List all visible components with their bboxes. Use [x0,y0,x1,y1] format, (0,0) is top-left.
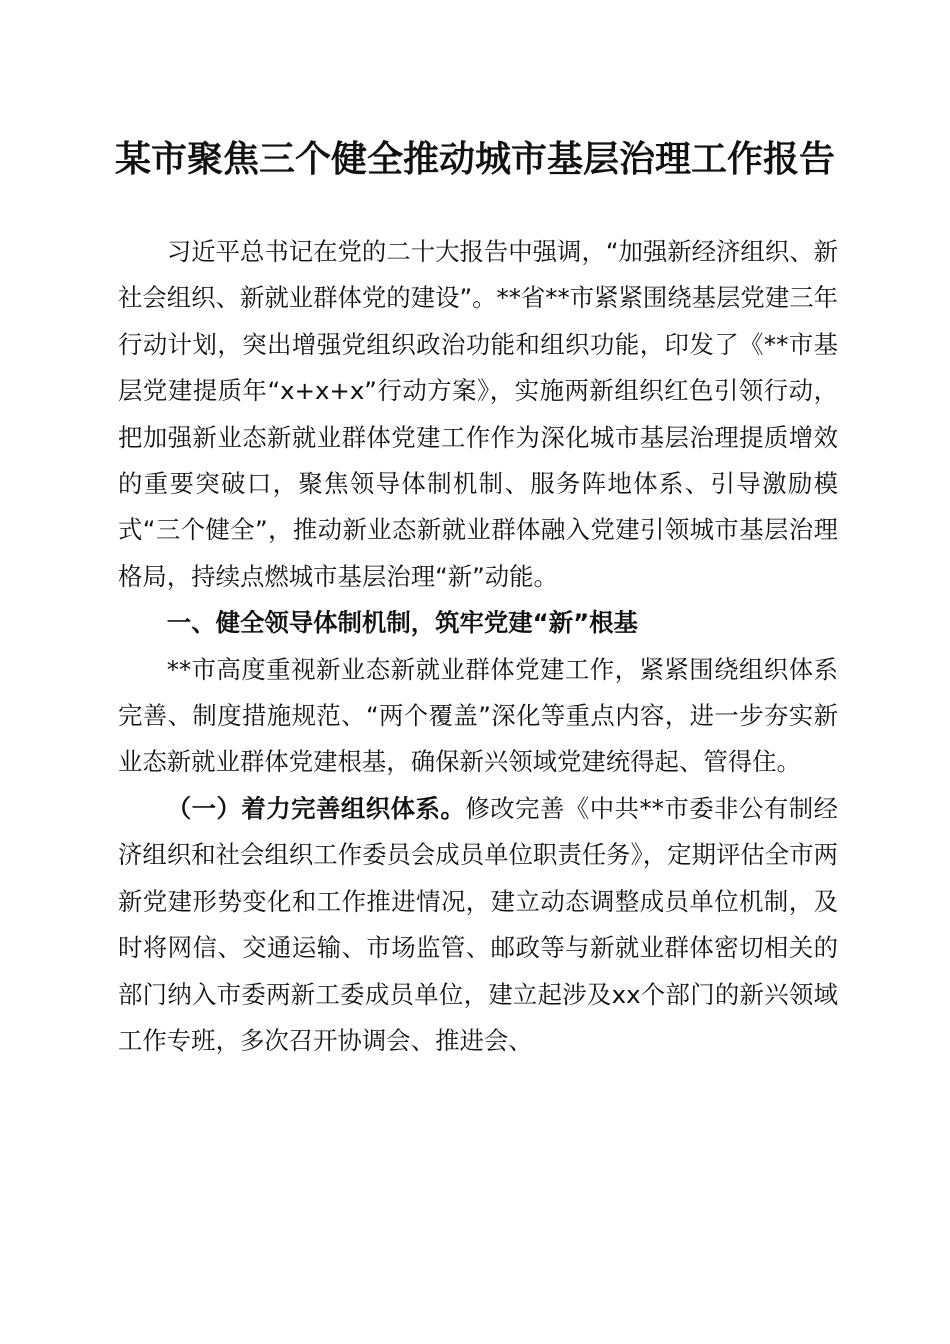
section-paragraph: **市高度重视新业态新就业群体党建工作，紧紧围绕组织体系完善、制度措施规范、“两个覆盖”深化等重点内容，进一步夯实新业态新就业群体党建根基，确保新兴领域党建统得起、管得住。 [118,654,838,777]
section-heading: 一、健全领导体制机制，筑牢党建“新”根基 [166,608,638,638]
item-subheading: （一）着力完善组织体系。 [166,793,466,823]
intro-paragraph: 习近平总书记在党的二十大报告中强调，“加强新经济组织、新社会组织、新就业群体党的建设”。**省**市紧紧围绕基层党建三年行动计划，突出增强党组织政治功能和组织功能，印发了《**市基层党建提质年“x+x+x”行动方案》，实施两新组织红色引领行动，把加强新业态新就业群体党建工作作为深化城市基层治理提质增效的重要突破口，聚焦领导体制机制、服务阵地体系、引导激励模式“三个健全”，推动新业态新就业群体融入党建引领城市基层治理格局，持续点燃城市基层治理“新”动能。 [118,237,838,591]
item-paragraph [118,786,838,1064]
document-body [118,229,838,1064]
item-text: 修改完善《中共**市委非公有制经济组织和社会组织工作委员会成员单位职责任务》，定期评估全市两新党建形势变化和工作推进情况，建立动态调整成员单位机制，及时将网信、交通运输、市场监管、邮政等与新就业群体密切相关的部门纳入市委两新工委成员单位，建立起涉及xx个部门的新兴领域工作专班，多次召开协调会、推进会、 [118,793,838,1055]
document-title: 某市聚焦三个健全推动城市基层治理工作报告 [114,138,835,180]
